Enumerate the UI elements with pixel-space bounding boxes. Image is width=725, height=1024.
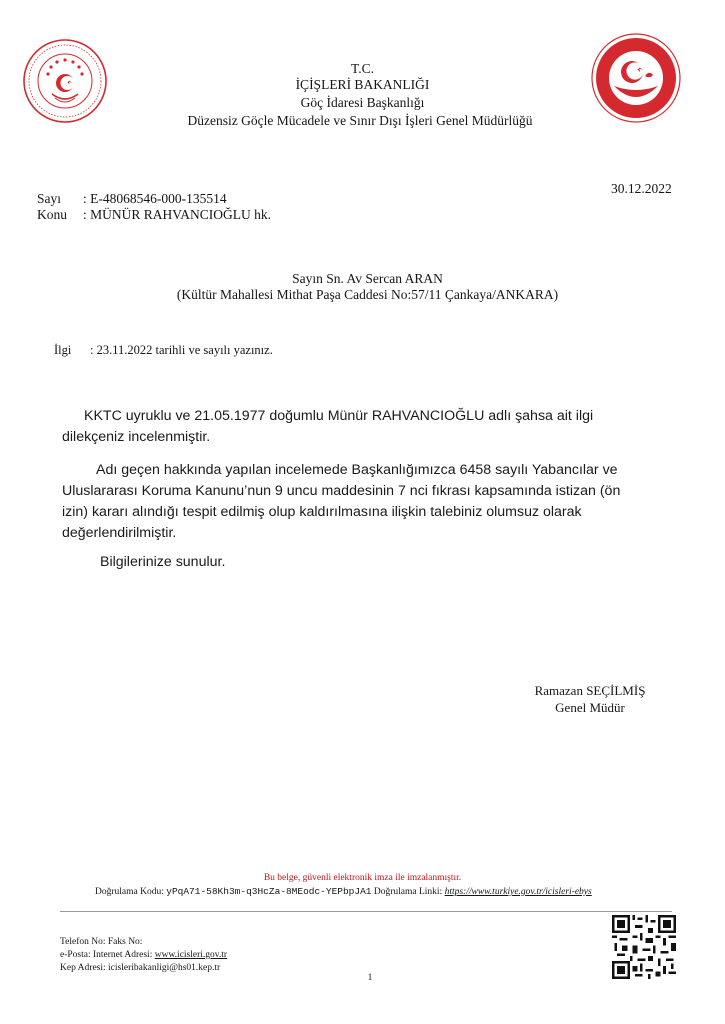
paragraph-1-line-2: dilekçeniz incelenmiştir. xyxy=(62,429,211,445)
paragraph-3: Bilgilerinize sunulur. xyxy=(100,554,226,570)
qr-code-image xyxy=(612,915,676,979)
paragraph-2-line-1: Adı geçen hakkında yapılan incelemede Başkanlığımızca 6458 sayılı Yabancılar ve xyxy=(96,462,618,478)
website-link[interactable]: www.icisleri.gov.tr xyxy=(154,950,228,960)
phone-fax-line: Telefon No: Faks No: xyxy=(60,937,143,947)
kep-label: Kep Adresi: xyxy=(60,963,106,973)
paragraph-2-line-2: Uluslararası Koruma Kanunu’nun 9 uncu maddesinin 7 nci fıkrası kapsamında istizan (ön xyxy=(62,483,621,499)
recipient-name: Sayın Sn. Av Sercan ARAN xyxy=(292,271,443,286)
konu-row xyxy=(37,207,271,223)
esign-note: Bu belge, güvenli elektronik imza ile imzalanmıştır. xyxy=(263,873,462,883)
recipient-address: (Kültür Mahallesi Mithat Paşa Caddesi No:57/11 Çankaya/ANKARA) xyxy=(176,287,559,302)
header-line-directorate: Düzensiz Göçle Mücadele ve Sınır Dışı İşleri Genel Müdürlüğü xyxy=(187,113,533,128)
verification-link-label: Doğrulama Linki: xyxy=(373,887,443,897)
header-line-ministry: İÇİŞLERİ BAKANLIĞI xyxy=(295,77,430,92)
ilgi-label: İlgi xyxy=(54,343,72,357)
signatory-title: Genel Müdür xyxy=(555,700,625,715)
footer-divider xyxy=(60,911,672,912)
ilgi-row xyxy=(54,343,273,358)
kep-address: icisleribakanligi@hs01.kep.tr xyxy=(108,963,221,973)
signatory-name: Ramazan SEÇİLMİŞ xyxy=(534,683,646,698)
verification-row xyxy=(95,886,592,897)
verification-code: yPqA71-58Kh3m-q3HcZa-8MEodc-YEPbpJA1 xyxy=(166,886,372,897)
sayi-row xyxy=(37,191,227,207)
page-number: 1 xyxy=(367,973,373,983)
paragraph-1-line-1: KKTC uyruklu ve 21.05.1977 doğumlu Münür RAHVANCIOĞLU adlı şahsa ait ilgi xyxy=(84,408,594,424)
sayi-value: : E-48068546-000-135514 xyxy=(83,191,227,206)
ilgi-value: : 23.11.2022 tarihli ve sayılı yazınız. xyxy=(90,343,273,357)
email-web-line xyxy=(60,950,227,960)
konu-label: Konu xyxy=(37,207,67,222)
verification-link[interactable]: https://www.turkiye.gov.tr/icisleri-ebys xyxy=(444,887,592,897)
header-line-presidency: Göç İdaresi Başkanlığı xyxy=(300,95,425,110)
paragraph-2-line-4: değerlendirilmiştir. xyxy=(62,525,177,541)
konu-value: : MÜNÜR RAHVANCIOĞLU hk. xyxy=(83,207,272,222)
kep-line xyxy=(60,963,220,973)
paragraph-2-line-3: izin) kararı alındığı tespit edilmiş olup kaldırılmasına ilişkin talebiniz olumsuz olarak xyxy=(62,504,582,520)
document-date: 30.12.2022 xyxy=(611,181,672,196)
email-web-label: e-Posta: Internet Adresi: xyxy=(60,950,153,960)
sayi-label: Sayı xyxy=(37,191,62,206)
header-line-tc: T.C. xyxy=(351,61,374,76)
verification-code-label: Doğrulama Kodu: xyxy=(95,887,164,897)
